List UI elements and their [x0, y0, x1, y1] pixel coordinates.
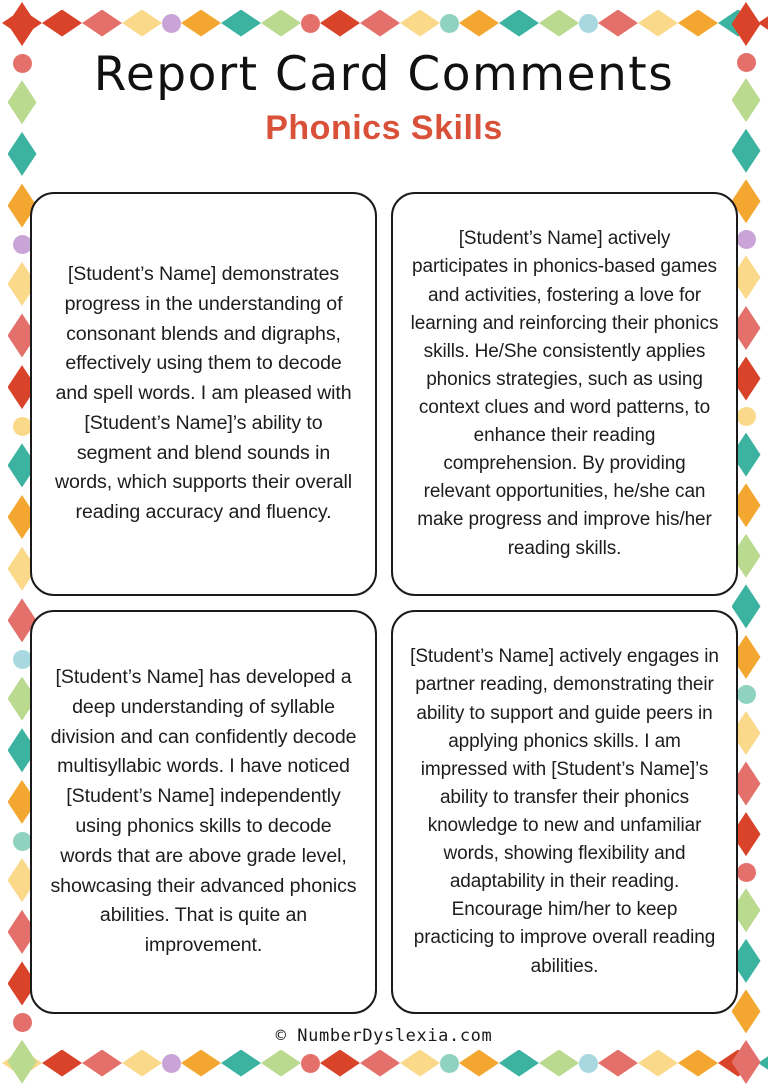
border-left-circle-icon — [13, 54, 32, 73]
border-bottom-diamond-icon — [459, 1050, 499, 1077]
border-right-circle-icon — [737, 230, 756, 249]
border-right-diamond-icon — [732, 78, 761, 122]
border-bottom-diamond-icon — [598, 1050, 638, 1077]
border-bottom-diamond-icon — [2, 1050, 42, 1077]
border-top-diamond-icon — [82, 10, 122, 37]
border-bottom-circle-icon — [440, 1054, 459, 1073]
border-top-diamond-icon — [718, 10, 758, 37]
border-bottom-diamond-icon — [638, 1050, 678, 1077]
border-right-diamond-icon — [732, 129, 761, 173]
page-subtitle: Phonics Skills — [265, 109, 503, 148]
border-bottom-diamond-icon — [122, 1050, 162, 1077]
border-top-diamond-icon — [598, 10, 638, 37]
border-bottom-diamond-icon — [261, 1050, 301, 1077]
page-footer — [0, 1026, 768, 1046]
border-bottom-diamond-icon — [499, 1050, 539, 1077]
border-top-diamond-icon — [638, 10, 678, 37]
border-top-diamond-icon — [758, 10, 768, 37]
border-top-diamond-icon — [678, 10, 718, 37]
border-top-diamond-icon — [221, 10, 261, 37]
border-left-circle-icon — [13, 650, 32, 669]
comment-card-4 — [391, 610, 738, 1014]
border-right-diamond-icon — [732, 1040, 761, 1084]
comment-card-1 — [30, 192, 377, 596]
border-left-circle-icon — [13, 235, 32, 254]
border-top-circle-icon — [301, 14, 320, 33]
comment-card-2 — [391, 192, 738, 596]
border-top-diamond-icon — [2, 10, 42, 37]
border-top-circle-icon — [579, 14, 598, 33]
page-title: Report Card Comments — [93, 47, 675, 102]
border-right-diamond-icon — [732, 2, 761, 46]
border-top-diamond-icon — [42, 10, 82, 37]
border-right-circle-icon — [737, 685, 756, 704]
border-bottom-diamond-icon — [758, 1050, 768, 1077]
border-right-circle-icon — [737, 407, 756, 426]
border-bottom-diamond-icon — [539, 1050, 579, 1077]
border-bottom-diamond-icon — [718, 1050, 758, 1077]
border-top-diamond-icon — [539, 10, 579, 37]
border-top-diamond-icon — [320, 10, 360, 37]
page-header — [44, 48, 724, 147]
border-top-diamond-icon — [360, 10, 400, 37]
border-right-circle-icon — [737, 53, 756, 72]
border-top-diamond-icon — [122, 10, 162, 37]
border-bottom-diamond-icon — [42, 1050, 82, 1077]
border-left-circle-icon — [13, 832, 32, 851]
copyright-watermark: © NumberDyslexia.com — [275, 1026, 493, 1046]
border-bottom-diamond-icon — [82, 1050, 122, 1077]
border-top-diamond-icon — [459, 10, 499, 37]
border-top-diamond-icon — [261, 10, 301, 37]
border-bottom-diamond-icon — [320, 1050, 360, 1077]
border-bottom-circle-icon — [579, 1054, 598, 1073]
border-top-diamond-icon — [181, 10, 221, 37]
decorative-border-bottom — [0, 1040, 768, 1086]
border-top-circle-icon — [162, 14, 181, 33]
border-left-diamond-icon — [8, 2, 37, 46]
border-bottom-circle-icon — [162, 1054, 181, 1073]
border-left-diamond-icon — [8, 1040, 37, 1084]
border-bottom-diamond-icon — [221, 1050, 261, 1077]
border-right-circle-icon — [737, 863, 756, 882]
comment-text-3: [Student’s Name] has developed a deep understanding of syllable division and can confidently decode multisyllabic words. I have noticed [Student’s Name] independently using phonics skills to decode words that are above grade level, showcasing their advanced phonics abilities. That is quite an improvement. — [50, 666, 357, 957]
border-top-circle-icon — [440, 14, 459, 33]
border-bottom-diamond-icon — [181, 1050, 221, 1077]
comment-card-3 — [30, 610, 377, 1014]
decorative-border-top — [0, 0, 768, 46]
border-left-diamond-icon — [8, 80, 37, 124]
comment-text-2: [Student’s Name] actively participates in phonics-based games and activities, fostering a love for learning and reinforcing their phonics skills. He/She consistently applies phonics strategies, such as using context clues and word patterns, to enhance their reading comprehension. By providing relevant opportunities, he/she can make progress and improve his/her reading skills. — [410, 228, 719, 559]
comment-text-1: [Student’s Name] demonstrates progress in the understanding of consonant blends and digraphs, effectively using them to decode and spell words. I am pleased with [Student’s Name]’s ability to segment and blend sounds in words, which supports their overall reading accuracy and fluency. — [54, 262, 353, 524]
border-top-diamond-icon — [499, 10, 539, 37]
border-left-circle-icon — [13, 417, 32, 436]
comment-text-4: [Student’s Name] actively engages in partner reading, demonstrating their ability to support and guide peers in applying phonics skills. I am impressed with [Student’s Name]’s ability to transfer their phonics knowledge to new and unfamiliar words, showing flexibility and adaptability in their reading. Encourage him/her to keep practicing to improve overall reading abilities. — [410, 646, 719, 977]
border-bottom-circle-icon — [301, 1054, 320, 1073]
border-left-diamond-icon — [8, 132, 37, 176]
comment-card-grid — [30, 192, 738, 1014]
border-top-diamond-icon — [400, 10, 440, 37]
border-bottom-diamond-icon — [678, 1050, 718, 1077]
border-bottom-diamond-icon — [400, 1050, 440, 1077]
border-bottom-diamond-icon — [360, 1050, 400, 1077]
